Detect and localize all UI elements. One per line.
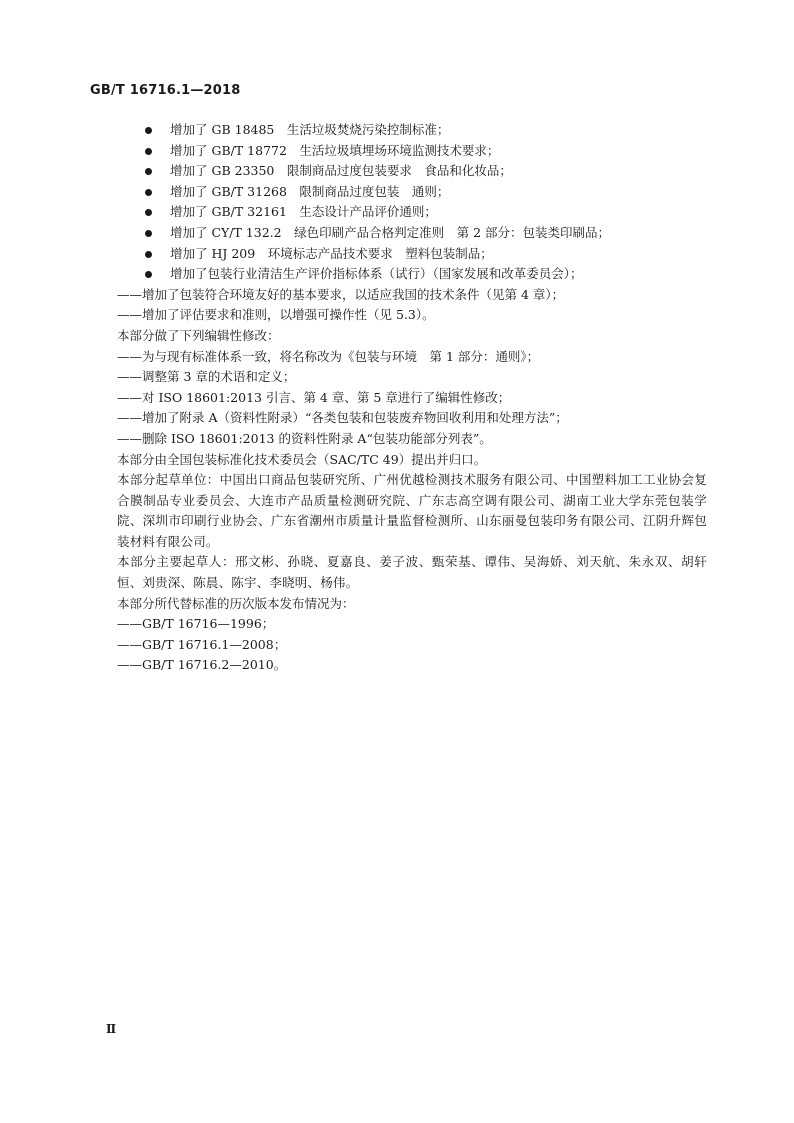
editorial-intro: 本部分做了下列编辑性修改： <box>117 327 280 343</box>
tech-change-item: ——增加了包装符合环境友好的基本要求，以适应我国的技术条件（见第 4 章）； <box>117 286 565 302</box>
bullet-dot-icon <box>145 127 152 134</box>
bullet-item: 增加了 GB/T 32161 生态设计产品评价通则； <box>117 202 707 223</box>
drafting-units-paragraph: 本部分起草单位：中国出口商品包装研究所、广州优越检测技术服务有限公司、中国塑料加工工业协会复合膜制品专业委员会、大连市产品质量检测研究院、广东志高空调有限公司、湖南工业大学东莞包装学院、深圳市印刷行业协会、广东省潮州市质量计量监督检测所、山东丽曼包装印务有限公司、江阴升辉包装材料有限公司。 <box>117 472 707 549</box>
editorial-change-item: ——为与现有标准体系一致，将名称改为《包装与环境 第 1 部分：通则》； <box>117 348 540 364</box>
page-number: Ⅱ <box>106 1022 117 1036</box>
editorial-change-item: ——删除 ISO 18601:2013 的资料性附录 A“包装功能部分列表”。 <box>117 430 492 446</box>
editorial-change-item: ——增加了附录 A（资料性附录）“各类包装和包装废弃物回收利用和处理方法”； <box>117 410 568 426</box>
bullet-item: 增加了 GB/T 31268 限制商品过度包装 通则； <box>117 182 707 203</box>
bullet-item: 增加了 HJ 209 环境标志产品技术要求 塑料包装制品； <box>117 244 707 265</box>
bullet-dot-icon <box>145 189 152 196</box>
bullet-item: 增加了 CY/T 132.2 绿色印刷产品合格判定准则 第 2 部分：包装类印刷品； <box>117 223 707 244</box>
editorial-change-item: ——调整第 3 章的术语和定义； <box>117 369 296 385</box>
bullet-item: 增加了 GB 23350 限制商品过度包装要求 食品和化妆品； <box>117 161 707 182</box>
history-item: ——GB/T 16716.2—2010。 <box>117 657 287 673</box>
foreword-content <box>117 120 707 676</box>
bullet-item: 增加了 GB 18485 生活垃圾焚烧污染控制标准； <box>117 120 707 141</box>
bullet-item: 增加了包装行业清洁生产评价指标体系（试行）（国家发展和改革委员会）； <box>117 264 707 285</box>
history-item: ——GB/T 16716.1—2008； <box>117 636 287 652</box>
bullet-dot-icon <box>145 148 152 155</box>
history-intro: 本部分所代替标准的历次版本发布情况为： <box>117 595 355 611</box>
bullet-item: 增加了 GB/T 18772 生活垃圾填埋场环境监测技术要求； <box>117 141 707 162</box>
editorial-change-item: ——对 ISO 18601:2013 引言、第 4 章、第 5 章进行了编辑性修改； <box>117 389 511 405</box>
drafters-paragraph: 本部分主要起草人：邢文彬、孙晓、夏嘉良、姜子波、甄荣基、谭伟、吴海娇、刘天航、朱永双、胡轩恒、刘贵深、陈晨、陈宇、李晓明、杨伟。 <box>117 554 707 591</box>
history-item: ——GB/T 16716—1996； <box>117 616 275 632</box>
bullet-dot-icon <box>145 251 152 258</box>
bullet-dot-icon <box>145 230 152 237</box>
standard-id-header: GB/T 16716.1—2018 <box>90 83 241 98</box>
proposer-statement: 本部分由全国包装标准化技术委员会（SAC/TC 49）提出并归口。 <box>117 451 487 467</box>
tech-change-item: ——增加了评估要求和准则，以增强可操作性（见 5.3）。 <box>117 307 435 323</box>
